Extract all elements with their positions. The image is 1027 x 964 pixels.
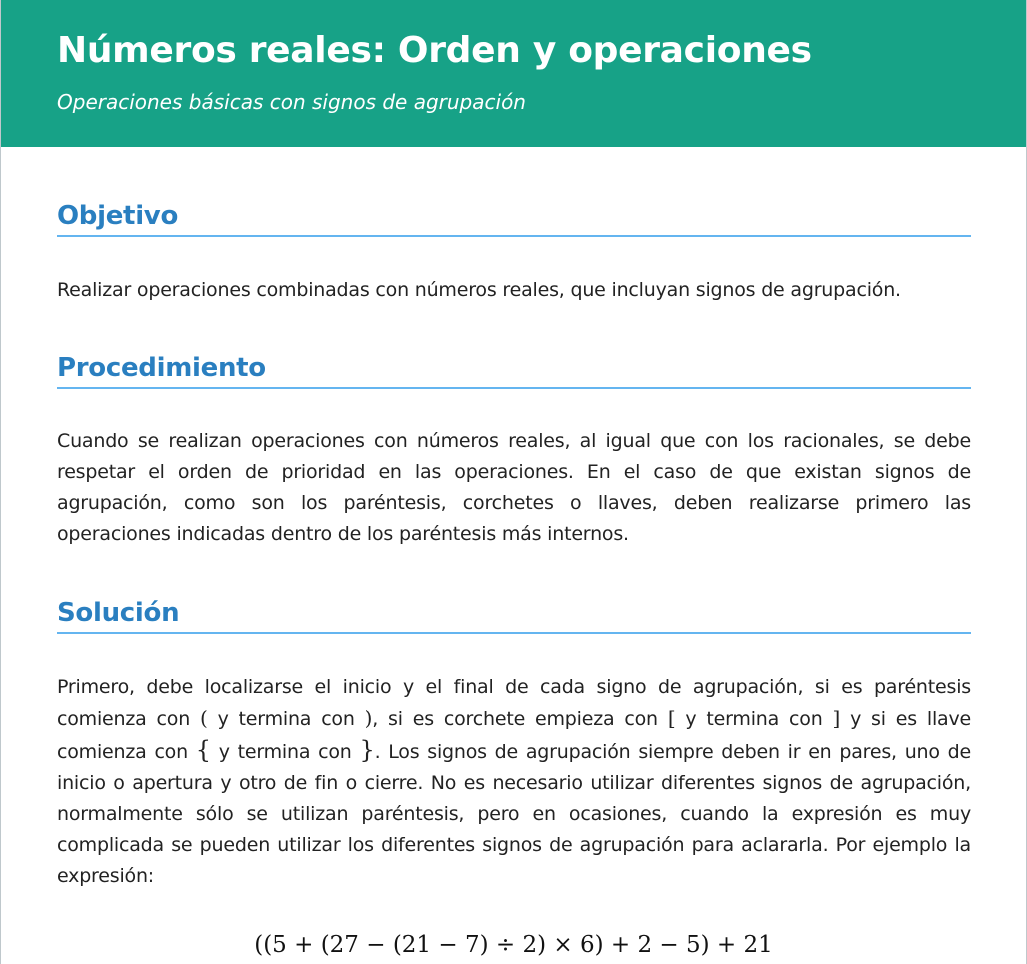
solucion-text-part-5: y si es llave comienza con <box>57 708 972 763</box>
solucion-text-part-4: y termina con <box>685 708 823 730</box>
solucion-text-part-6: y termina con <box>218 741 352 763</box>
bracket-close-symbol: ] <box>832 706 841 730</box>
objetivo-text: Realizar operaciones combinadas con números reales, que incluyan signos de agrupación. <box>57 279 901 301</box>
header-banner <box>1 0 1026 147</box>
paren-open-symbol: ( <box>200 706 208 730</box>
procedimiento-text: Cuando se realizan operaciones con números reales, al igual que con los racionales, se debe respetar el orden de prioridad en las operaciones. En el caso de que existan signos de agrupación, como son los paréntesis, corchetes o llaves, deben realizarse primero las operaciones indicadas dentro de los paréntesis más internos. <box>57 430 971 545</box>
heading-solucion: Solución <box>57 596 971 634</box>
bracket-open-symbol: [ <box>667 706 676 730</box>
page-subtitle: Operaciones básicas con signos de agrupación <box>57 90 526 114</box>
brace-close-symbol: } <box>359 736 375 764</box>
solucion-text-part-1: Primero, debe localizarse el inicio y el final de cada signo de agrupación, si es paréntesis comienza con <box>57 676 971 730</box>
example-expression: ((5 + (27 − (21 − 7) ÷ 2) × 6) + 2 − 5) + 21 <box>254 932 773 958</box>
solucion-text-part-3: , si es corchete empieza con <box>372 708 658 730</box>
solucion-text-part-2: y termina con <box>217 708 355 730</box>
solucion-text <box>57 672 971 892</box>
page-title: Números reales: Orden y operaciones <box>57 30 812 71</box>
brace-open-symbol: { <box>195 736 211 764</box>
heading-objetivo: Objetivo <box>57 199 971 237</box>
solucion-text-part-7: . Los signos de agrupación siempre deben ir en pares, uno de inicio o apertura y otro de fin o cierre. No es necesario utilizar diferentes signos de agrupación, normalmente sólo se utilizan paréntesis, pero en ocasiones, cuando la expresión es muy complicada se pueden utilizar los diferentes signos de agrupación para aclararla. Por ejemplo la expresión: <box>57 741 972 887</box>
heading-procedimiento: Procedimiento <box>57 351 971 389</box>
paren-close-symbol: ) <box>364 706 373 730</box>
